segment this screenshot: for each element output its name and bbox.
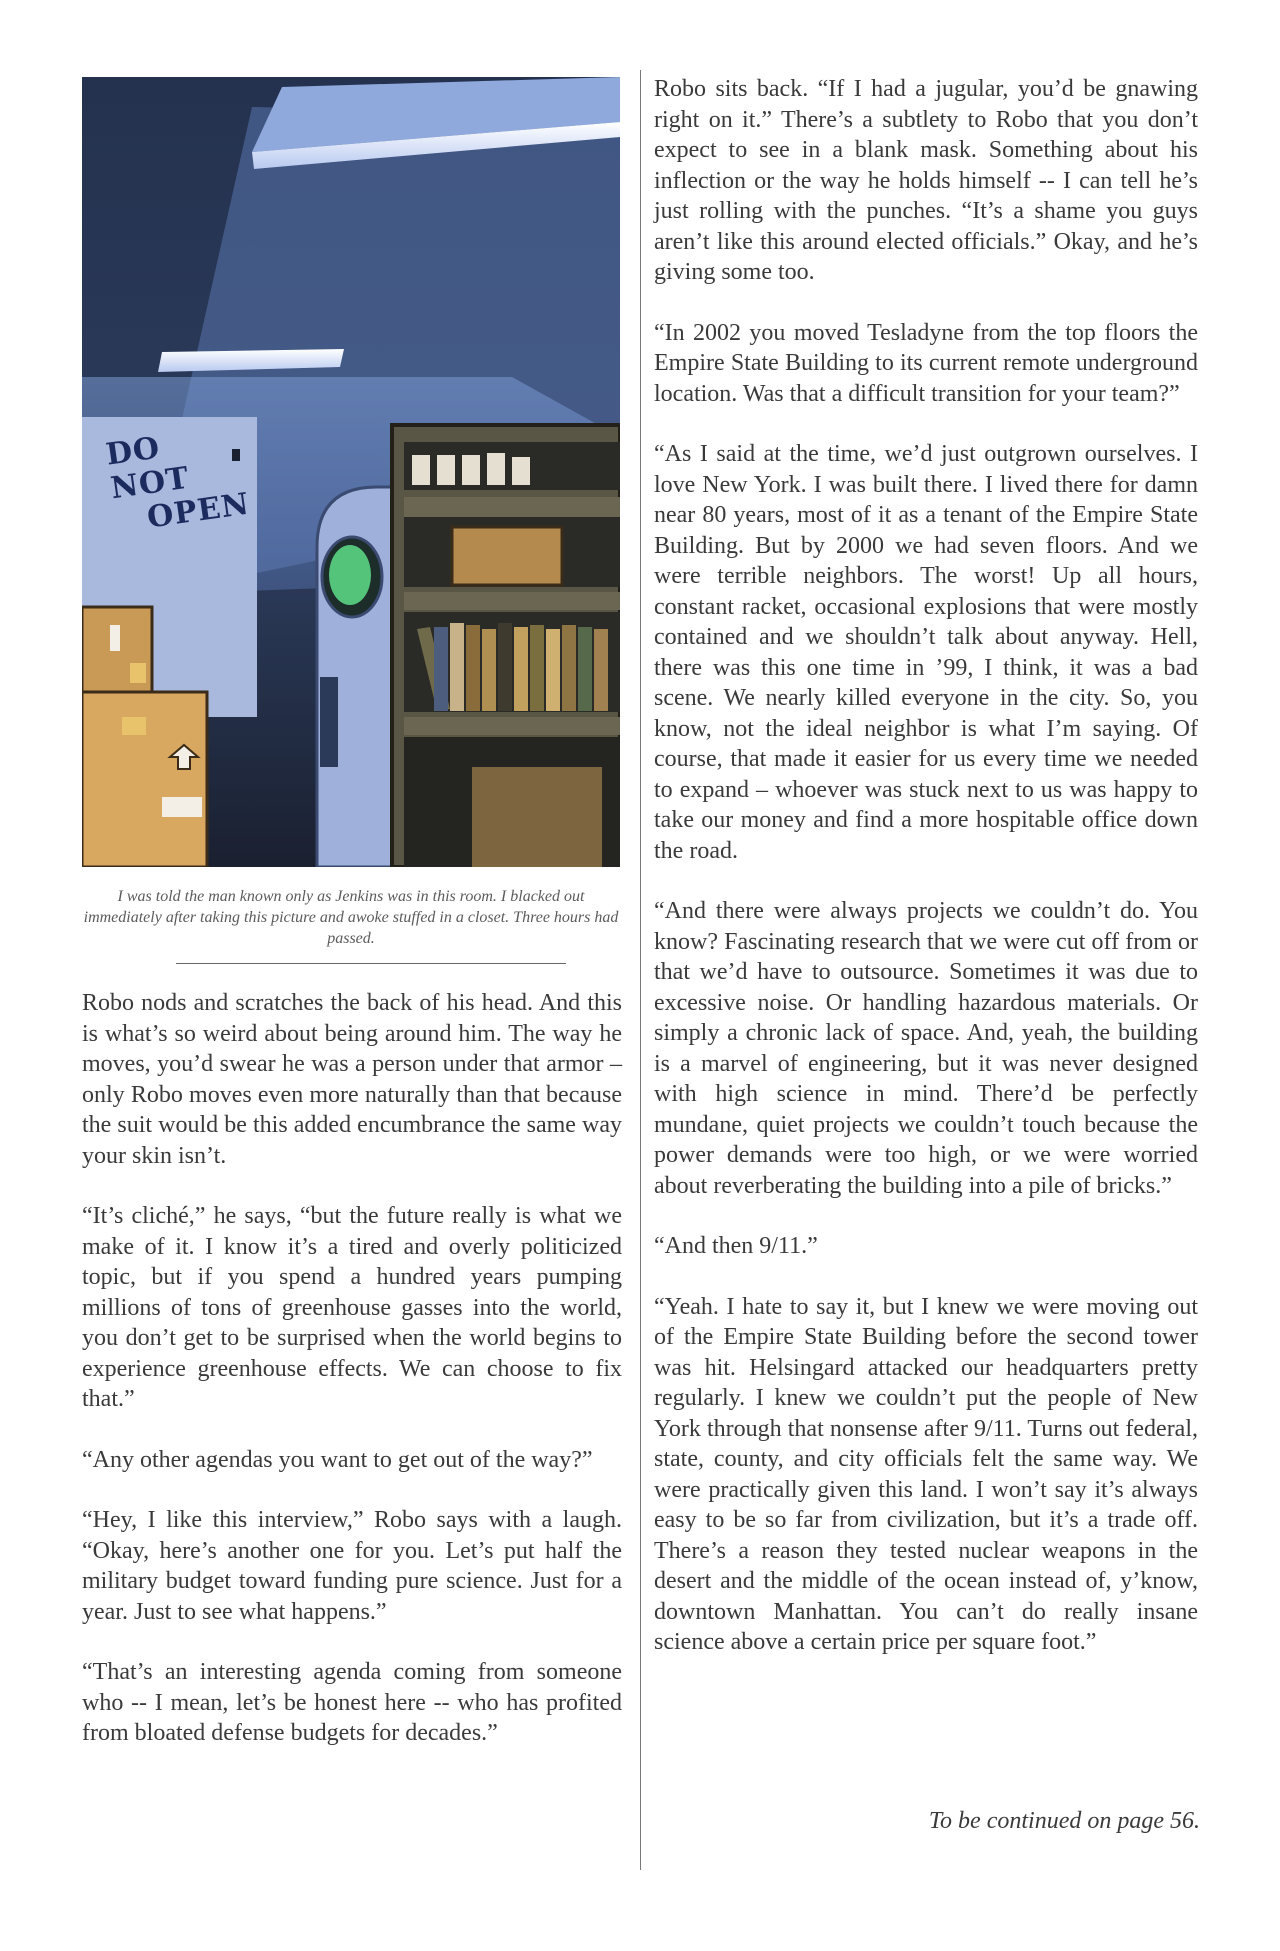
article-paragraph: “And there were always projects we couldn’t do. You know? Fascinating research that we were cut off from or that we’d have to outsource. Sometimes it was due to excessive noise. Or handling hazardous materials. Or simply a chronic lack of space. And, yeah, the building is a marvel of engineering, but it was never designed with high science in mind. There’d be perfectly mundane, quiet projects we couldn’t touch because the power demands were too high, or we were worried about reverberating the building into a pile of bricks.” bbox=[654, 898, 1198, 1199]
article-paragraph: “It’s cliché,” he says, “but the future really is what we make of it. I know it’s a tired and overly politicized topic, but if you spend a hundred years pumping millions of tons of greenhouse gasses into the world, you don’t get to be surprised when the world begins to experience greenhouse effects. We can choose to fix that.” bbox=[82, 1203, 622, 1412]
continued-note: To be continued on page 56. bbox=[928, 1808, 1200, 1834]
article-paragraph: “In 2002 you moved Tesladyne from the top floors the Empire State Building to its current remote underground location. Was that a difficult transition for your team?” bbox=[654, 319, 1198, 407]
storage-room-illustration bbox=[82, 77, 620, 867]
figure-caption: I was told the man known only as Jenkins was in this room. I blacked out immediately after taking this picture and awoke stuffed in a closet. Three hours had passed. bbox=[83, 888, 619, 947]
sign-line-2: OPEN bbox=[145, 486, 252, 536]
right-column bbox=[654, 74, 1198, 1688]
article-paragraph: Robo nods and scratches the back of his head. And this is what’s so weird about being around him. The way he moves, you’d swear he was a person under that armor – only Robo moves even more naturally than that because the suit would be this added encumbrance the same way your skin isn’t. bbox=[82, 990, 622, 1169]
sign-line-1: DO NOT bbox=[103, 430, 192, 507]
article-paragraph: “That’s an interesting agenda coming from someone who -- I mean, let’s be honest here -- who has profited from bloated defense budgets for decades.” bbox=[82, 1659, 622, 1746]
article-paragraph: “And then 9/11.” bbox=[654, 1233, 818, 1259]
article-paragraph: “Yeah. I hate to say it, but I knew we were moving out of the Empire State Building before the second tower was hit. Helsingard attacked our headquarters pretty regularly. I knew we couldn’t put the people of New York through that nonsense after 9/11. Turns out federal, state, county, and city officials felt the same way. We were practically given this land. I won’t say it’s always easy to be so far from civilization, but it’s a trade off. There’s a reason they tested nuclear weapons in the desert and the middle of the ocean instead of, y’know, downtown Manhattan. You can’t do really insane science above a certain price per square foot.” bbox=[654, 1293, 1198, 1655]
do-not-open-sign bbox=[103, 421, 252, 540]
caption-divider bbox=[176, 963, 566, 964]
article-paragraph: “As I said at the time, we’d just outgrown ourselves. I love New York. I was built there. I lived there for damn near 80 years, most of it as a tenant of the Empire State Building. But by 2000 we had seven floors. And we were terrible neighbors. The worst! Up all hours, constant racket, occasional explosions that were mostly contained and we shouldn’t talk about anyway. Hell, there was this one time in ’99, I think, it was a bad scene. We nearly killed everyone in the city. So, you know, not the ideal neighbor is what I’m saying. Of course, that made it easier for us every time we needed to expand – whoever was stuck next to us was happy to take our money and find a more hospitable office down the road. bbox=[654, 441, 1198, 864]
left-column bbox=[82, 988, 622, 1779]
article-paragraph: Robo sits back. “If I had a jugular, you’d be gnawing right on it.” There’s a subtlety to Robo that you don’t expect to see in a blank mask. Something about his inflection or the way he holds himself -- I can tell he’s just rolling with the punches. “It’s a shame you guys aren’t like this around elected officials.” Okay, and he’s giving some too. bbox=[654, 76, 1198, 285]
article-paragraph: “Hey, I like this interview,” Robo says with a laugh. “Okay, here’s another one for you. Let’s put half the military budget toward funding pure science. Just for a year. Just to see what happens.” bbox=[82, 1507, 622, 1625]
column-divider bbox=[640, 70, 641, 1870]
article-paragraph: “Any other agendas you want to get out of the way?” bbox=[82, 1446, 593, 1473]
